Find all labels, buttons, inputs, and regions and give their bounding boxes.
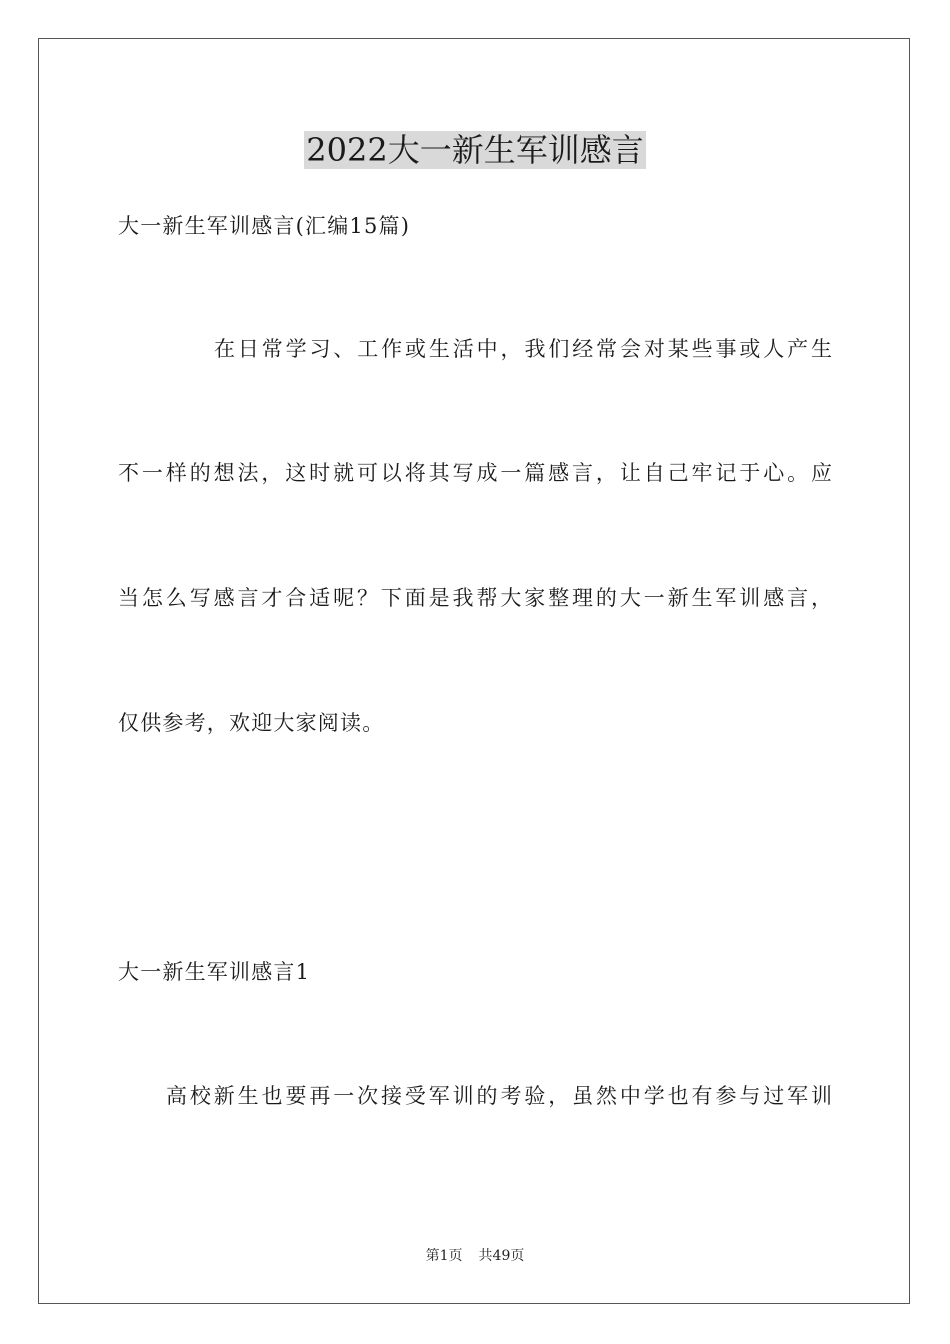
intro-line-4: 仅供参考，欢迎大家阅读。: [118, 711, 385, 735]
intro-line-3: 当怎么写感言才合适呢？下面是我帮大家整理的大一新生军训感言，: [118, 586, 832, 610]
page-number: 第1页: [425, 1248, 463, 1264]
document-subtitle: 大一新生军训感言(汇编15篇): [118, 214, 411, 238]
page-footer: [0, 1246, 950, 1266]
intro-line-1: 在日常学习、工作或生活中，我们经常会对某些事或人产生: [214, 337, 832, 361]
intro-line-2: 不一样的想法，这时就可以将其写成一篇感言，让自己牢记于心。应: [118, 461, 832, 485]
section-paragraph-line-1: 高校新生也要再一次接受军训的考验，虽然中学也有参与过军训: [166, 1084, 832, 1108]
document-title-text: 2022大一新生军训感言: [306, 131, 644, 169]
document-title: [0, 128, 950, 172]
total-pages: 共49页: [478, 1248, 525, 1264]
section-heading: 大一新生军训感言1: [118, 960, 311, 984]
